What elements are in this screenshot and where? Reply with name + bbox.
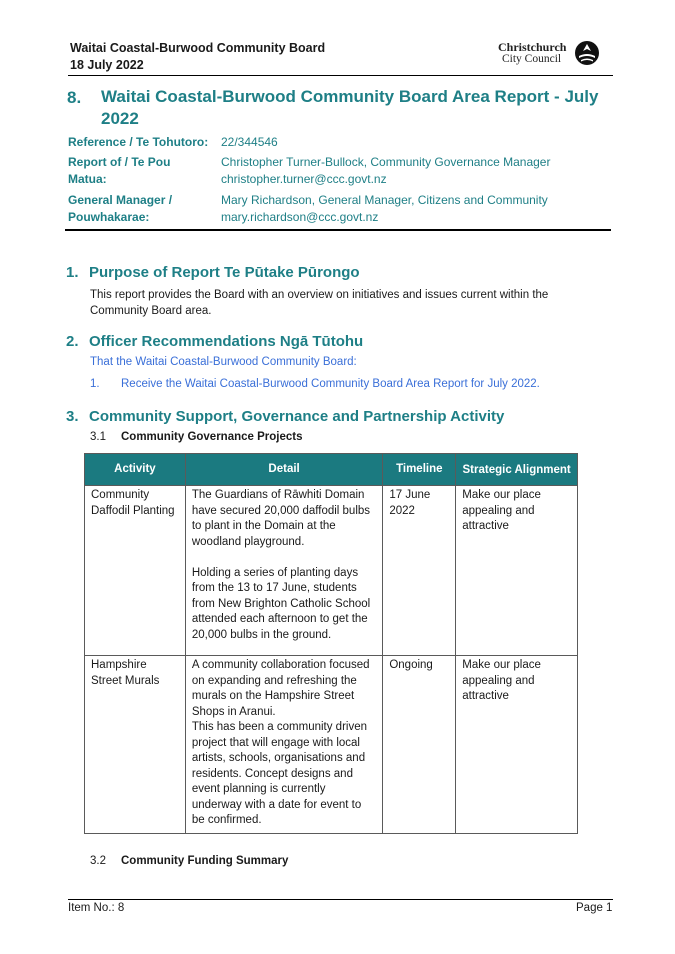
- subsection-3-1-number: 3.1: [90, 431, 106, 443]
- header-strategic-alignment: Strategic Alignment: [456, 454, 578, 486]
- subsection-3-2-title: Community Funding Summary: [121, 855, 289, 867]
- governance-projects-table: [84, 453, 578, 834]
- header-activity: Activity: [85, 454, 186, 486]
- header-timeline: Timeline: [383, 454, 456, 486]
- table-header-row: [85, 454, 578, 486]
- detail-paragraph: This has been a community driven project that will engage with local artists, schools, organisations and residents. Concept designs and event planning is currently underway with a date for event to be confirmed.: [191, 721, 367, 826]
- section-3-title: Community Support, Governance and Partnership Activity: [89, 408, 505, 425]
- cell-detail: [185, 486, 382, 656]
- header-detail: Detail: [185, 454, 382, 486]
- report-number: 8.: [67, 88, 82, 107]
- meta-label-reference: Reference / Te Tohutoro:: [68, 135, 209, 149]
- subsection-3-2-number: 3.2: [90, 855, 106, 867]
- logo-text-line1: Christchurch: [498, 40, 567, 54]
- section-1-body: This report provides the Board with an overview on initiatives and issues current within the Community Board area.: [90, 289, 549, 317]
- recommendation-number: 1.: [90, 378, 100, 390]
- section-3-number: 3.: [66, 408, 79, 425]
- section-1-number: 1.: [66, 264, 79, 281]
- general-manager-email: mary.richardson@ccc.govt.nz: [221, 210, 379, 224]
- detail-paragraph: Holding a series of planting days from the 13 to 17 June, students from New Brighton Catholic School attended each afternoon to get the 20,000 bulbs in the ground.: [191, 566, 371, 641]
- council-logo: [498, 40, 600, 68]
- section-1-title: Purpose of Report Te Pūtake Pūrongo: [89, 264, 360, 281]
- detail-paragraph: A community collaboration focused on expanding and refreshing the murals on the Hampshire Street Shops in Aranui.: [191, 659, 370, 718]
- detail-paragraph: The Guardians of Rāwhiti Domain have secured 20,000 daffodil bulbs to plant in the Domain at the woodland playground.: [191, 489, 371, 548]
- cell-timeline: 17 June 2022: [383, 486, 456, 656]
- table-row: [85, 656, 578, 834]
- meta-label-general-manager: General Manager / Pouwhakarae:: [68, 193, 173, 224]
- meta-label-report-of: Report of / Te Pou Matua:: [68, 155, 171, 186]
- recommendation-text: Receive the Waitai Coastal-Burwood Community Board Area Report for July 2022.: [121, 378, 540, 390]
- recommendation-intro: That the Waitai Coastal-Burwood Community Board:: [90, 356, 357, 368]
- report-author: Christopher Turner-Bullock, Community Governance Manager: [221, 155, 551, 169]
- header-divider: [68, 75, 613, 76]
- cell-detail: [185, 656, 382, 834]
- council-emblem-icon: [574, 40, 600, 66]
- board-name: Waitai Coastal-Burwood Community Board: [70, 41, 326, 55]
- footer-item-number: Item No.: 8: [68, 902, 125, 914]
- meta-divider: [65, 229, 611, 231]
- meta-value-reference: 22/344546: [221, 135, 278, 149]
- report-title: Waitai Coastal-Burwood Community Board Area Report - July 2022: [101, 87, 599, 128]
- meta-value-report-of: [221, 154, 611, 188]
- page-header: [70, 40, 325, 74]
- report-author-email: christopher.turner@ccc.govt.nz: [221, 172, 387, 186]
- section-2-title: Officer Recommendations Ngā Tūtohu: [89, 333, 364, 350]
- footer-divider: [68, 899, 613, 900]
- cell-alignment: Make our place appealing and attractive: [456, 656, 578, 834]
- general-manager-name: Mary Richardson, General Manager, Citizens and Community: [221, 193, 548, 207]
- table-row: [85, 486, 578, 656]
- cell-timeline: Ongoing: [383, 656, 456, 834]
- cell-activity: Hampshire Street Murals: [85, 656, 186, 834]
- cell-alignment: Make our place appealing and attractive: [456, 486, 578, 656]
- cell-activity: Community Daffodil Planting: [85, 486, 186, 656]
- footer-page-number: Page 1: [576, 902, 613, 914]
- subsection-3-1-title: Community Governance Projects: [121, 431, 303, 443]
- meta-value-general-manager: [221, 192, 611, 226]
- meeting-date: 18 July 2022: [70, 58, 144, 72]
- logo-text-line2: City Council: [502, 53, 562, 65]
- section-2-number: 2.: [66, 333, 79, 350]
